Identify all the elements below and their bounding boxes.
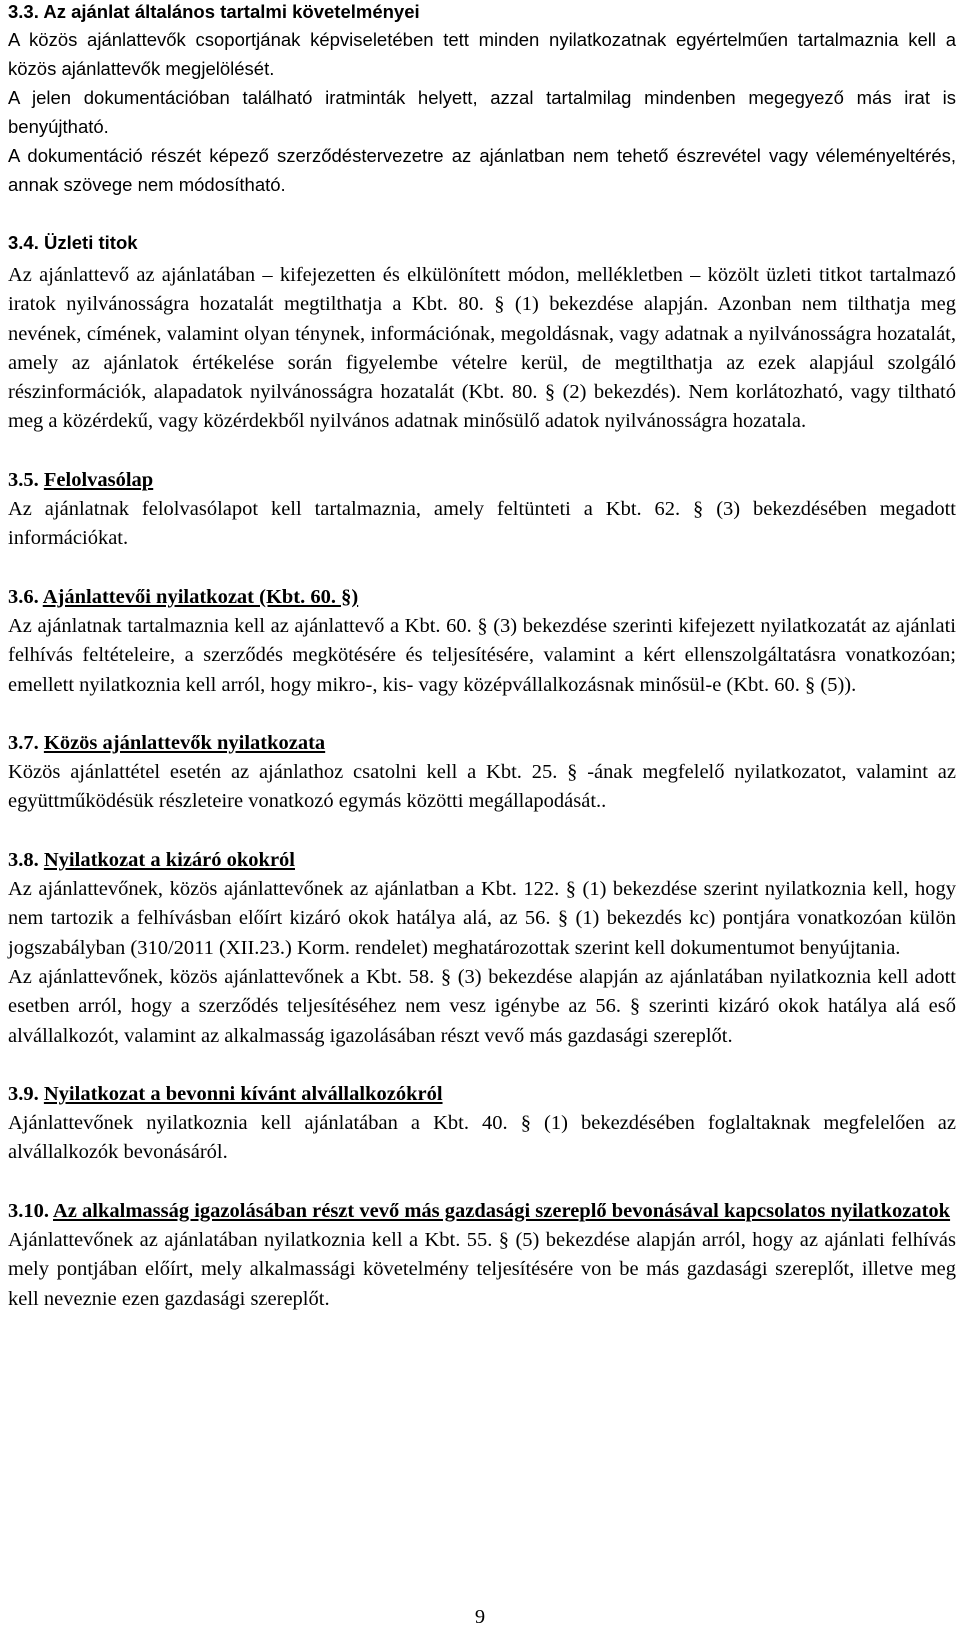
section-number: 3.10. [8, 1199, 49, 1222]
section-3-9 [8, 1080, 956, 1168]
section-3-10 [8, 1197, 956, 1314]
paragraph: Az ajánlattevő az ajánlatában – kifejezetten és elkülönített módon, mellékletben – közölt üzleti titkot tartalmazó iratok nyilvánosságra hozatalát megtilthatja a Kbt. 80. § (1) bekezdése alapján. Azonban nem tilthatja meg nevének, címének, valamint olyan ténynek, információnak, megoldásnak, vagy adatnak a nyilvánosságra hozatalát, amely az ajánlatok értékelése során figyelembe vételre kerül, de megtilthatja az ezek alapjául szolgáló részinformációk, alapadatok nyilvánosságra hozatalát (Kbt. 80. § (2) bekezdés). Nem korlátozható, vagy tiltható meg a közérdekű, vagy közérdekből nyilvános adatnak minősülő adatok nyilvánosságra hozatala. [8, 264, 956, 433]
section-heading [8, 729, 956, 758]
document-page [8, 0, 956, 1314]
section-number: 3.6. [8, 585, 39, 608]
section-heading [8, 1197, 956, 1226]
paragraph: Közös ajánlattétel esetén az ajánlathoz csatolni kell a Kbt. 25. § -ának megfelelő nyilatkozatot, valamint az együttműködésük részleteire vonatkozó egymás közötti megállapodását.. [8, 761, 956, 813]
paragraph: A dokumentáció részét képező szerződéstervezetre az ajánlatban nem tehető észrevétel vagy véleményeltérés, annak szövege nem módosítható. [8, 145, 956, 195]
paragraph: Az ajánlattevőnek, közös ajánlattevőnek az ajánlatban a Kbt. 122. § (1) bekezdése szerint nyilatkoznia kell, hogy nem tartozik a felhívásban előírt kizáró okok hatálya alá, az 56. § (1) bekezdés kc) pontjára vonatkozóan külön jogszabályban (310/2011 (XII.23.) Korm. rendelet) meghatározottak szerint kell dokumentumot benyújtania. [8, 878, 956, 959]
section-3-7 [8, 729, 956, 817]
section-heading [8, 466, 956, 495]
section-title: Az ajánlat általános tartalmi követelményei [43, 1, 420, 22]
section-3-4 [8, 228, 956, 437]
section-heading [8, 228, 956, 257]
section-number: 3.3. [8, 1, 39, 22]
section-3-6 [8, 583, 956, 700]
section-title: Közös ajánlattevők nyilatkozata [43, 731, 326, 754]
paragraph: Ajánlattevőnek nyilatkoznia kell ajánlatában a Kbt. 40. § (1) bekezdésében foglaltaknak megfelelően az alvállalkozók bevonásáról. [8, 1112, 956, 1164]
section-number: 3.9. [8, 1082, 39, 1105]
section-heading [8, 583, 956, 612]
section-title: Az alkalmasság igazolásában részt vevő más gazdasági szereplő bevonásával kapcsolatos nyilatkozatok [53, 1199, 951, 1222]
section-title: Felolvasólap [43, 468, 154, 491]
section-heading [8, 1080, 956, 1109]
section-heading [8, 846, 956, 875]
section-3-5 [8, 466, 956, 554]
section-number: 3.7. [8, 731, 39, 754]
section-title: Nyilatkozat a kizáró okokról [43, 848, 295, 871]
section-heading [8, 0, 956, 25]
paragraph: Az ajánlattevőnek, közös ajánlattevőnek a Kbt. 58. § (3) bekezdése alapján az ajánlatában nyilatkoznia kell adott esetben arról, hogy a szerződés teljesítéséhez nem vesz igénybe az 56. § szerinti kizáró okok hatálya alá eső alvállalkozót, valamint az alkalmasság igazolásában részt vevő más gazdasági szereplőt. [8, 965, 956, 1047]
section-3-8 [8, 846, 956, 1051]
section-title: Nyilatkozat a bevonni kívánt alvállalkozókról [43, 1082, 443, 1105]
page-number: 9 [474, 1606, 486, 1628]
paragraph: Ajánlattevőnek az ajánlatában nyilatkoznia kell a Kbt. 55. § (5) bekezdése alapján arról, hogy az ajánlati felhívás mely pontjában előírt, mely alkalmassági követelmény teljesítésére von be más gazdasági szereplőt, illetve meg kell neveznie ezen gazdasági szereplőt. [8, 1229, 956, 1310]
paragraph: A közös ajánlattevők csoportjának képviseletében tett minden nyilatkozatnak egyértelműen tartalmaznia kell a közös ajánlattevők megjelölését. [8, 29, 956, 79]
section-3-3 [8, 0, 956, 199]
section-title: Ajánlattevői nyilatkozat (Kbt. 60. §) [42, 585, 359, 608]
section-number: 3.8. [8, 848, 39, 871]
section-title: Üzleti titok [44, 232, 138, 253]
section-number: 3.4. [8, 232, 39, 253]
paragraph: Az ajánlatnak tartalmaznia kell az ajánlattevő a Kbt. 60. § (3) bekezdése szerinti kifejezett nyilatkozatát az ajánlati felhívás feltételeire, a szerződés megkötésére és teljesítésére, valamint a kért ellenszolgáltatásra vonatkozóan; emellett nyilatkoznia kell arról, hogy mikro-, kis- vagy középvállalkozásnak minősül-e (Kbt. 60. § (5)). [8, 614, 956, 696]
section-number: 3.5. [8, 468, 39, 491]
paragraph: Az ajánlatnak felolvasólapot kell tartalmaznia, amely feltünteti a Kbt. 62. § (3) bekezdésében megadott információkat. [8, 498, 956, 550]
paragraph: A jelen dokumentációban található iratminták helyett, azzal tartalmilag mindenben megegyező más irat is benyújtható. [8, 87, 956, 137]
